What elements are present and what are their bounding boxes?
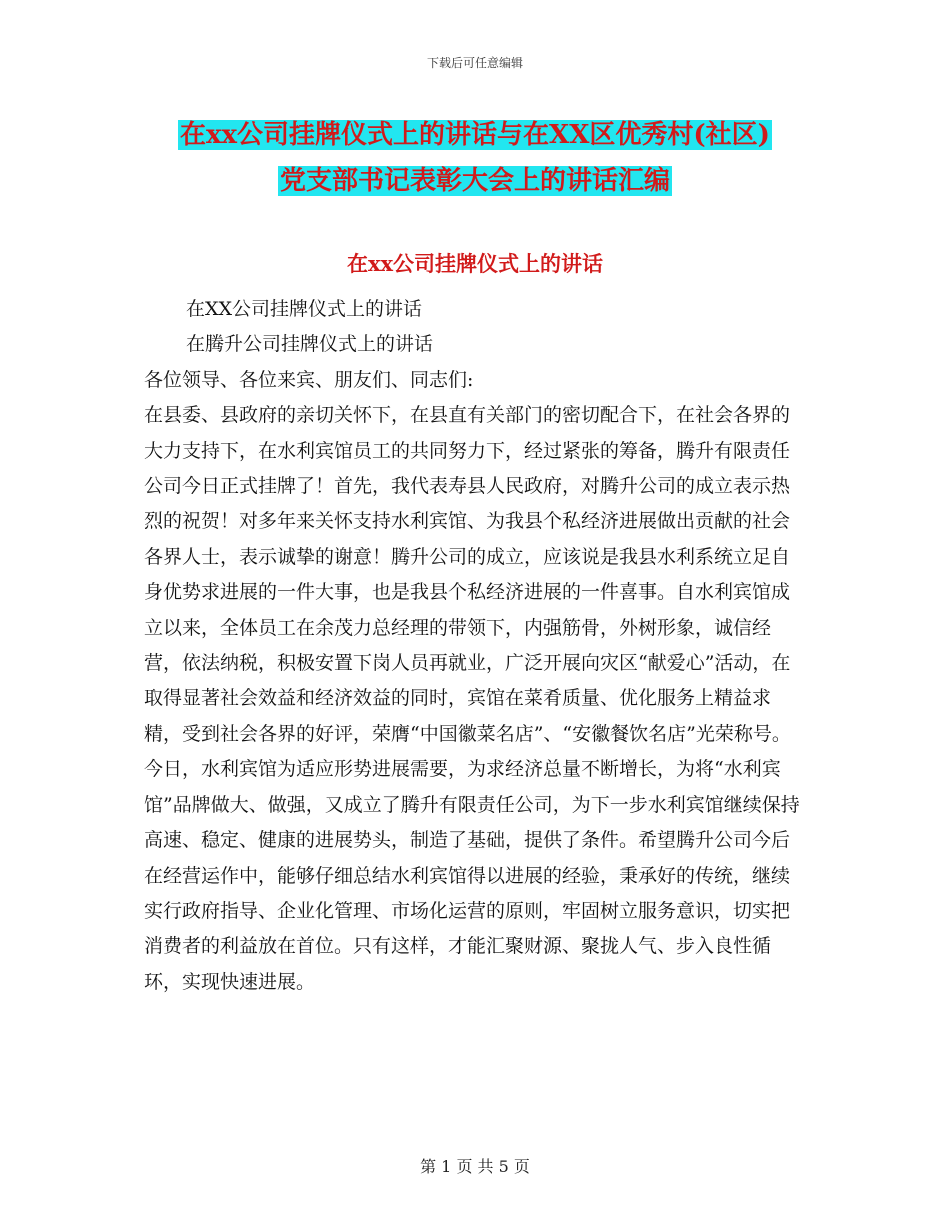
- body-line-1: 在XX公司挂牌仪式上的讲话: [186, 298, 423, 320]
- section-title: 在xx公司挂牌仪式上的讲话: [346, 251, 604, 276]
- header-note: 下载后可任意编辑: [426, 56, 523, 70]
- document-title-line-1: [0, 112, 950, 158]
- title-highlight-2: 党支部书记表彰大会上的讲话汇编: [279, 166, 670, 196]
- body-line-2: 在腾升公司挂牌仪式上的讲话: [186, 333, 434, 356]
- document-body: [144, 292, 804, 1000]
- document-title-line-2: [0, 158, 950, 204]
- body-paragraph: 在县委、县政府的亲切关怀下，在县直有关部门的密切配合下，在社会各界的大力支持下，在水利宾馆员工的共同努力下，经过紧张的筹备，腾升有限责任公司今日正式挂牌了！首先，我代表寿县人民政府，对腾升公司的成立表示热烈的祝贺！对多年来关怀支持水利宾馆、为我县个私经济进展做出贡献的社会各界人士，表示诚挚的谢意！腾升公司的成立，应该说是我县水利系统立足自身优势求进展的一件大事，也是我县个私经济进展的一件喜事。自水利宾馆成立以来，全体员工在余茂力总经理的带领下，内强筋骨，外树形象，诚信经营，依法纳税，积极安置下岗人员再就业，广泛开展向灾区“献爱心”活动，在取得显著社会效益和经济效益的同时，宾馆在菜肴质量、优化服务上精益求精，受到社会各界的好评，荣膺“中国徽菜名店”、“安徽餐饮名店”光荣称号。今日，水利宾馆为适应形势进展需要，为求经济总量不断增长，为将“水利宾馆”品牌做大、做强，又成立了腾升有限责任公司，为下一步水利宾馆继续保持高速、稳定、健康的进展势头，制造了基础，提供了条件。希望腾升公司今后在经营运作中，能够仔细总结水利宾馆得以进展的经验，秉承好的传统，继续实行政府指导、企业化管理、市场化运营的原则，牢固树立服务意识，切实把消费者的利益放在首位。只有这样，才能汇聚财源、聚拢人气、步入良性循环，实现快速进展。: [144, 404, 800, 993]
- page-footer: 第 1 页 共 5 页: [420, 1157, 530, 1176]
- salutation: 各位领导、各位来宾、朋友们、同志们:: [144, 368, 474, 391]
- title-highlight-1: 在xx公司挂牌仪式上的讲话与在XX区优秀村(社区): [180, 120, 770, 150]
- document-title: [0, 112, 950, 204]
